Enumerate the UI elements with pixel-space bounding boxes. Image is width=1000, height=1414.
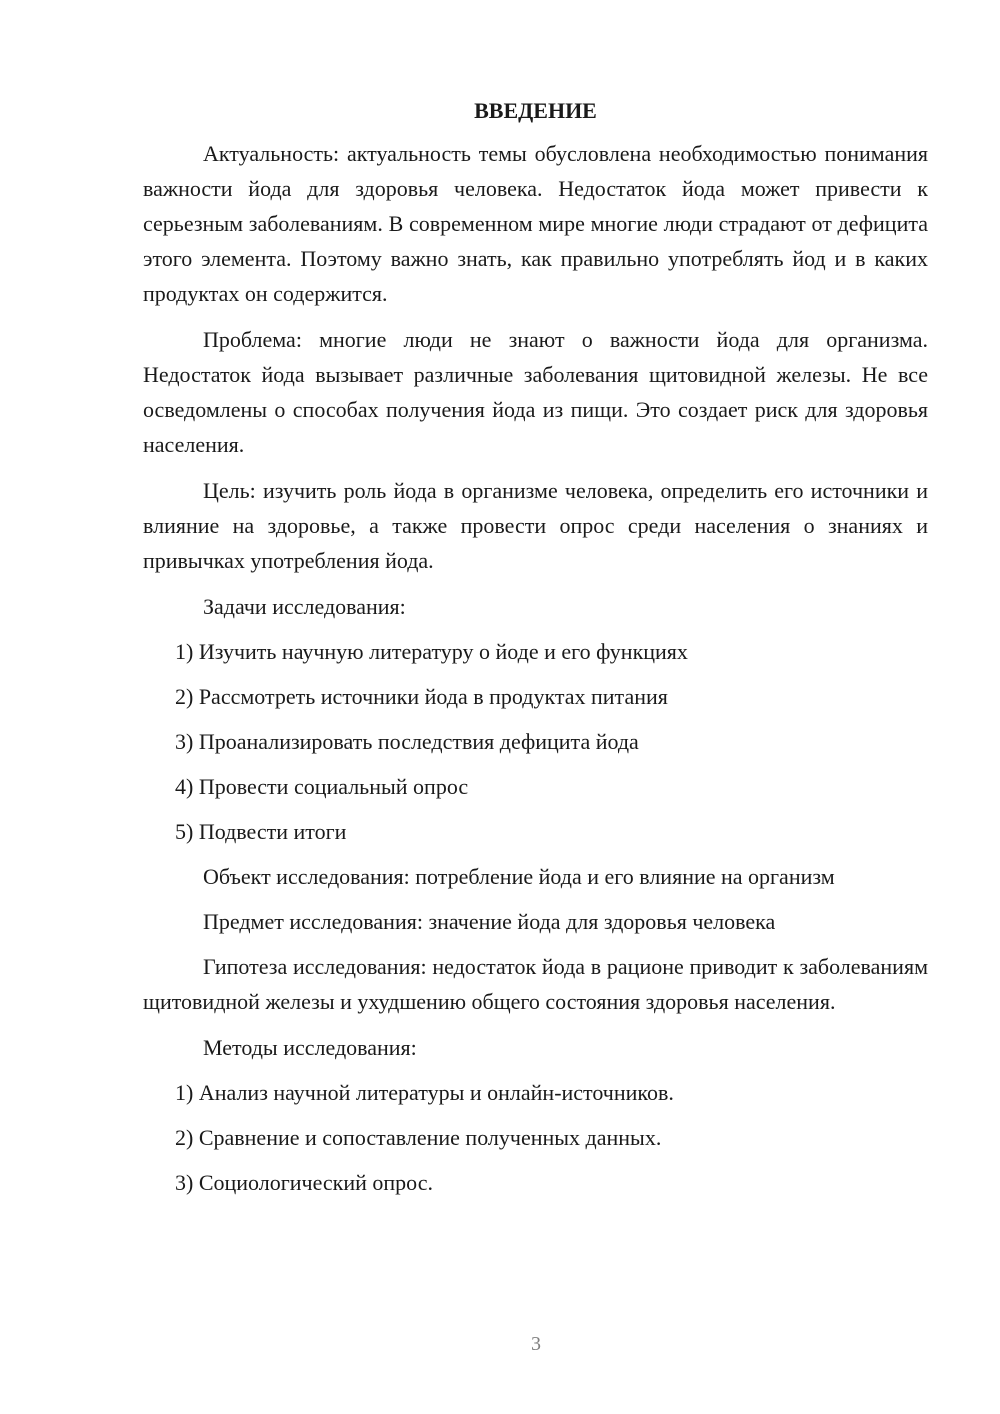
- method-item: 1) Анализ научной литературы и онлайн-источников.: [175, 1080, 674, 1105]
- page-number: 3: [531, 1333, 541, 1355]
- hypothesis-paragraph: Гипотеза исследования: недостаток йода в рационе приводит к заболеваниям щитовидной железы и ухудшению общего состояния здоровья населения.: [143, 954, 928, 1014]
- task-item: 2) Рассмотреть источники йода в продуктах питания: [175, 684, 668, 709]
- methods-title: Методы исследования:: [203, 1035, 417, 1060]
- goal-paragraph: Цель: изучить роль йода в организме человека, определить его источники и влияние на здоровье, а также провести опрос среди населения о знаниях и привычках употребления йода.: [143, 478, 928, 573]
- section-heading: ВВЕДЕНИЕ: [474, 98, 597, 123]
- method-item: 3) Социологический опрос.: [175, 1170, 433, 1195]
- object-line: Объект исследования: потребление йода и его влияние на организм: [203, 864, 835, 889]
- task-item: 5) Подвести итоги: [175, 819, 347, 844]
- relevance-paragraph: Актуальность: актуальность темы обусловлена необходимостью понимания важности йода для здоровья человека. Недостаток йода может привести к серьезным заболеваниям. В современном мире многие люди страдают от дефицита этого элемента. Поэтому важно знать, как правильно употреблять йод и в каких продуктах он содержится.: [143, 141, 928, 306]
- task-item: 1) Изучить научную литературу о йоде и его функциях: [175, 639, 688, 664]
- page-content: [143, 96, 928, 1210]
- tasks-title: Задачи исследования:: [203, 594, 406, 619]
- problem-paragraph: Проблема: многие люди не знают о важности йода для организма. Недостаток йода вызывает различные заболевания щитовидной железы. Не все осведомлены о способах получения йода из пищи. Это создает риск для здоровья населения.: [143, 327, 928, 457]
- task-item: 4) Провести социальный опрос: [175, 774, 469, 799]
- method-item: 2) Сравнение и сопоставление полученных данных.: [175, 1125, 662, 1150]
- task-item: 3) Проанализировать последствия дефицита йода: [175, 729, 639, 754]
- subject-line: Предмет исследования: значение йода для здоровья человека: [203, 909, 776, 934]
